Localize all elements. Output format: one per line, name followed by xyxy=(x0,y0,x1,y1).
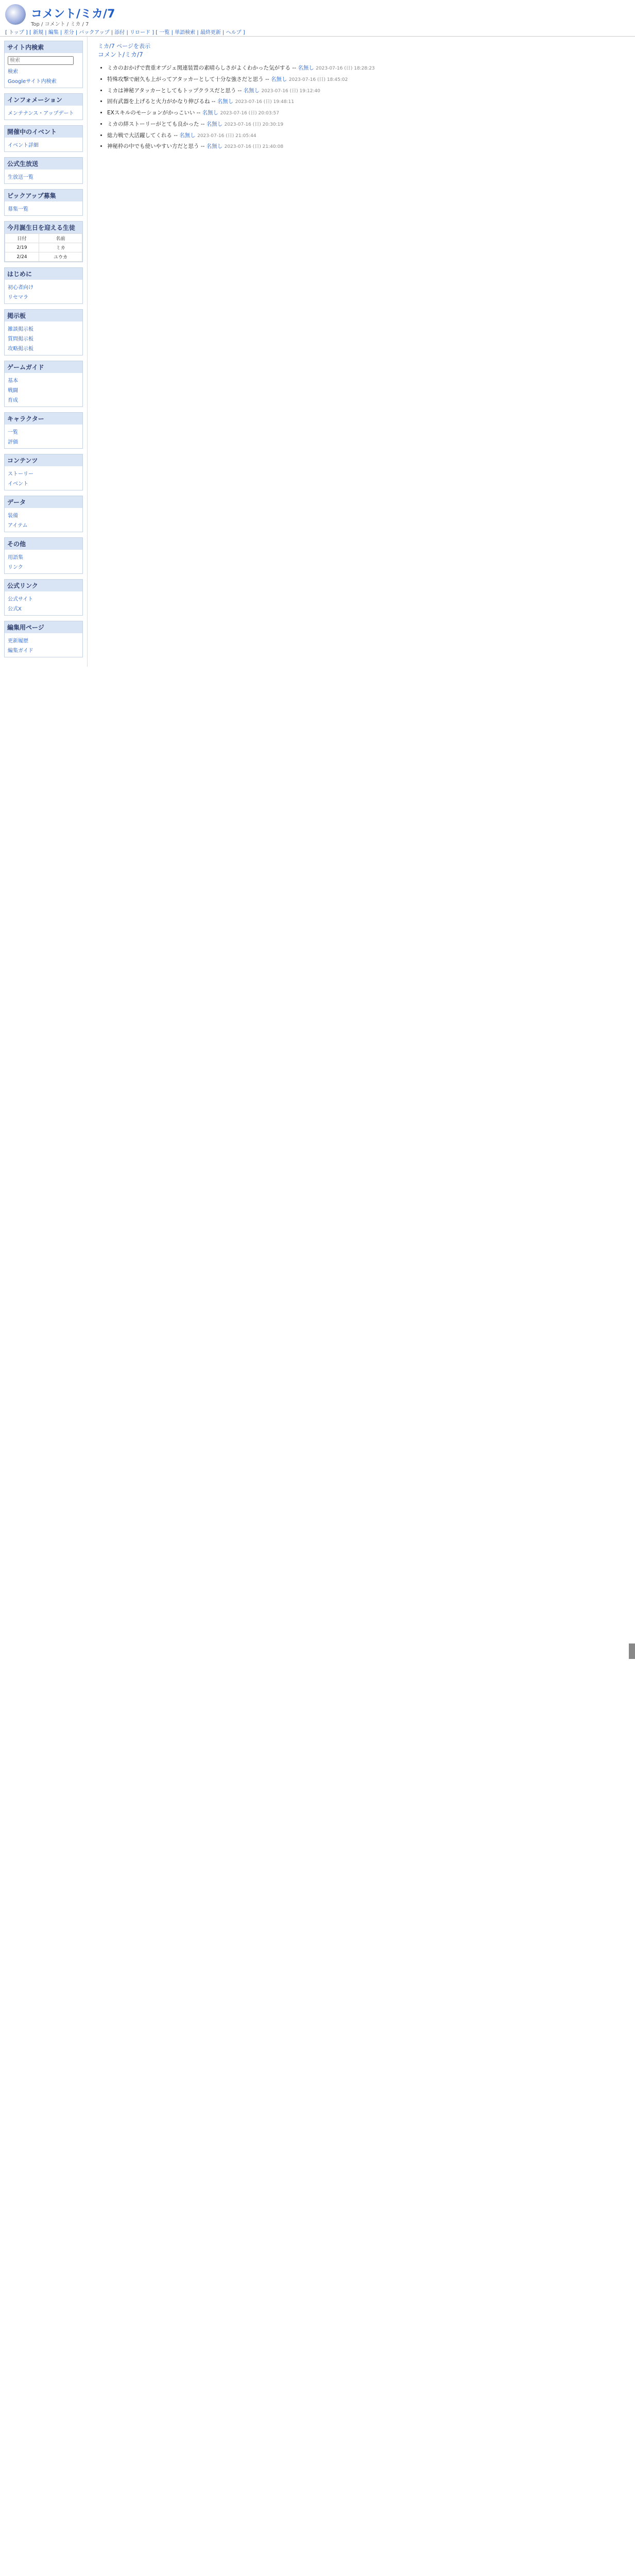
main-content xyxy=(88,37,635,667)
comment-author[interactable]: 名無し xyxy=(217,98,234,105)
sidebar-item-strategy[interactable]: 攻略掲示板 xyxy=(8,346,33,352)
sidebar-item-official-site[interactable]: 公式サイト xyxy=(8,597,33,602)
list-item: • 固有武器を上げると火力がかなり伸びるね -- 名無し 2023-07-16 (日) 19:48:11 xyxy=(107,96,625,108)
birthday-table xyxy=(5,233,82,262)
list-item: • 特殊攻撃で耐久も上がってアタッカーとして十分な強さだと思う -- 名無し 2023-07-16 (日) 18:45:02 xyxy=(107,74,625,86)
table-header: 名前 xyxy=(39,234,82,243)
sidebar-heading-character: キャラクター xyxy=(5,413,82,425)
sidebar-heading-birthday: 今月誕生日を迎える生徒 xyxy=(5,222,82,233)
page-title: コメント/ミカ/7 xyxy=(31,8,115,21)
comment-list xyxy=(98,63,625,152)
comment-text: ミカのおかげで貴重オブジェ関連装置の素晴らしさがよくわかった気がする xyxy=(107,65,291,71)
sidebar-item-reroll[interactable]: リセマラ xyxy=(8,295,28,300)
sidebar-pickup xyxy=(4,189,83,216)
list-item: • ミカの絆ストーリーがとても良かった -- 名無し 2023-07-16 (日) 20:30:19 xyxy=(107,119,625,130)
sidebar-heading-broadcast: 公式生放送 xyxy=(5,158,82,170)
sidebar-item-question[interactable]: 質問掲示板 xyxy=(8,336,33,342)
sidebar-item-edit-guide[interactable]: 編集ガイド xyxy=(8,648,33,654)
sidebar-heading-info: インフォメーション xyxy=(5,94,82,106)
table-cell: 2/24 xyxy=(5,252,39,262)
sidebar-intro xyxy=(4,267,83,304)
sidebar-item-battle[interactable]: 戦闘 xyxy=(8,388,18,394)
sidebar-item-basic[interactable]: 基本 xyxy=(8,378,18,384)
sidebar-item-event[interactable]: イベント詳細 xyxy=(8,143,39,148)
sidebar-content xyxy=(4,454,83,490)
breadcrumb[interactable]: Top / コメント / ミカ / 7 xyxy=(31,22,89,27)
top-menu[interactable]: [ トップ ] [ 新規 | 編集 | 差分 | バックアップ | 添付 | リロード ] [ 一覧 | 単語検索 | 最終更新 | ヘルプ ] xyxy=(5,30,245,36)
table-cell[interactable]: ミカ xyxy=(39,243,82,252)
sidebar-item-equipment[interactable]: 装備 xyxy=(8,513,18,519)
sidebar-item-pickup[interactable]: 募集一覧 xyxy=(8,207,28,212)
comment-date: 2023-07-16 (日) 21:40:08 xyxy=(224,144,284,150)
comment-author[interactable]: 名無し xyxy=(271,76,287,82)
list-item: • EXスキルのモーションがかっこいい -- 名無し 2023-07-16 (日) 20:03:57 xyxy=(107,108,625,119)
sidebar-heading-edit: 編集用ページ xyxy=(5,621,82,633)
table-cell: 2/19 xyxy=(5,243,39,252)
comment-author[interactable]: 名無し xyxy=(179,132,196,139)
sidebar-heading-intro: はじめに xyxy=(5,268,82,280)
comment-author[interactable]: 名無し xyxy=(202,110,219,116)
comment-author[interactable]: 名無し xyxy=(206,143,223,150)
back-link[interactable]: ミカ/7 ページを表示 xyxy=(98,43,150,49)
sidebar-heading-other: その他 xyxy=(5,538,82,550)
comment-text: EXスキルのモーションがかっこいい xyxy=(107,110,195,116)
table-header: 日付 xyxy=(5,234,39,243)
comment-date: 2023-07-16 (日) 19:12:40 xyxy=(261,88,320,94)
sidebar-item-story[interactable]: ストーリー xyxy=(8,471,33,477)
sidebar-heading-official: 公式リンク xyxy=(5,580,82,591)
comment-text: ミカは神秘アタッカーとしてもトップクラスだと思う xyxy=(107,87,236,94)
sidebar-item-links[interactable]: リンク xyxy=(8,565,23,570)
sidebar-heading-guide: ゲームガイド xyxy=(5,361,82,373)
sidebar-heading-pickup: ピックアップ募集 xyxy=(5,190,82,201)
comment-date: 2023-07-16 (日) 18:45:02 xyxy=(288,77,348,82)
sidebar-official xyxy=(4,579,83,616)
table-cell[interactable]: ユウカ xyxy=(39,252,82,262)
comment-author[interactable]: 名無し xyxy=(298,65,314,71)
comment-date: 2023-07-16 (日) 20:30:19 xyxy=(224,122,284,127)
comment-date: 2023-07-16 (日) 20:03:57 xyxy=(220,111,279,116)
sidebar-item-glossary[interactable]: 用語集 xyxy=(8,555,23,561)
list-item: • ミカは神秘アタッカーとしてもトップクラスだと思う -- 名無し 2023-07-16 (日) 19:12:40 xyxy=(107,86,625,97)
sidebar xyxy=(0,37,88,667)
comment-date: 2023-07-16 (日) 21:05:44 xyxy=(197,133,256,139)
sidebar-other xyxy=(4,537,83,574)
search-input[interactable] xyxy=(8,56,74,65)
sidebar-item-items[interactable]: アイテム xyxy=(8,523,28,529)
list-item: • 神秘枠の中でも使いやすい方だと思う -- 名無し 2023-07-16 (日) 21:40:08 xyxy=(107,141,625,152)
comment-date: 2023-07-16 (日) 18:28:23 xyxy=(316,66,375,71)
comment-text: 固有武器を上げると火力がかなり伸びるね xyxy=(107,98,210,105)
sidebar-item-event-content[interactable]: イベント xyxy=(8,481,28,487)
sidebar-item-google-search[interactable]: Googleサイト内検索 xyxy=(8,79,57,84)
comment-author[interactable]: 名無し xyxy=(243,87,260,94)
comment-text: 神秘枠の中でも使いやすい方だと思う xyxy=(107,143,199,150)
sidebar-event xyxy=(4,125,83,152)
content-heading: コメント/ミカ/7 xyxy=(98,51,143,58)
sidebar-data xyxy=(4,496,83,532)
sidebar-heading-data: データ xyxy=(5,496,82,508)
sidebar-item-character-list[interactable]: 一覧 xyxy=(8,430,18,435)
site-logo[interactable] xyxy=(5,4,26,25)
sidebar-item-broadcast[interactable]: 生放送一覧 xyxy=(8,175,33,180)
list-item: • ミカのおかげで貴重オブジェ関連装置の素晴らしさがよくわかった気がする -- 名無し 2023-07-16 (日) 18:28:23 xyxy=(107,63,625,74)
sidebar-guide xyxy=(4,361,83,407)
sidebar-edit xyxy=(4,621,83,657)
sidebar-heading-search: サイト内検索 xyxy=(5,41,82,53)
comment-date: 2023-07-16 (日) 19:48:11 xyxy=(235,99,295,105)
scroll-to-top-button[interactable] xyxy=(629,1643,635,1659)
comment-text: 総力戦で大活躍してくれる xyxy=(107,132,172,139)
sidebar-item-character-rating[interactable]: 評価 xyxy=(8,439,18,445)
sidebar-heading-board: 掲示板 xyxy=(5,310,82,321)
comment-author[interactable]: 名無し xyxy=(206,121,223,127)
sidebar-board xyxy=(4,309,83,355)
sidebar-item-recent-changes[interactable]: 更新履歴 xyxy=(8,638,28,644)
sidebar-item-official-x[interactable]: 公式X xyxy=(8,606,22,612)
sidebar-search xyxy=(4,41,83,88)
sidebar-broadcast xyxy=(4,157,83,184)
page-layout xyxy=(0,37,635,667)
sidebar-item-beginner[interactable]: 初心者向け xyxy=(8,285,33,291)
sidebar-item-chat[interactable]: 雑談掲示板 xyxy=(8,327,33,332)
sidebar-item-growth[interactable]: 育成 xyxy=(8,398,18,403)
comment-text: ミカの絆ストーリーがとても良かった xyxy=(107,121,199,127)
list-item: • 総力戦で大活躍してくれる -- 名無し 2023-07-16 (日) 21:05:44 xyxy=(107,130,625,142)
comment-text: 特殊攻撃で耐久も上がってアタッカーとして十分な強さだと思う xyxy=(107,76,264,82)
sidebar-heading-event: 開催中のイベント xyxy=(5,126,82,138)
sidebar-heading-content: コンテンツ xyxy=(5,454,82,466)
sidebar-info xyxy=(4,93,83,120)
sidebar-character xyxy=(4,412,83,449)
sidebar-birthday xyxy=(4,221,83,262)
sidebar-item-maintenance[interactable]: メンテナンス・アップデート xyxy=(8,111,74,116)
sidebar-item-search[interactable]: 検索 xyxy=(8,69,18,75)
page-header xyxy=(0,0,635,37)
